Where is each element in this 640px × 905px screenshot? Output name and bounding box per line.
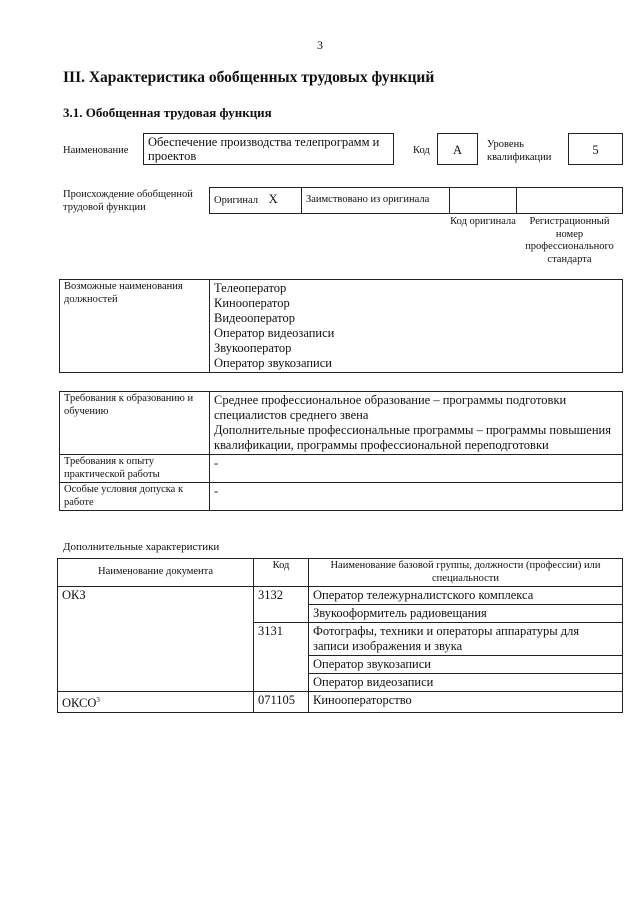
reg-caption: Регистрационный номер профессионального стандарта [525,216,614,265]
original-mark: X [268,192,278,207]
okso-name: Кинооператорство [309,692,623,713]
level-value-box [568,133,623,165]
req-line: Среднее профессиональное образование – программы подготовки специалистов среднего звена [214,393,567,422]
name-label: Наименование [63,145,129,156]
origin-table [209,187,623,214]
req-education-value [210,392,623,455]
req-experience-value: - [210,455,623,483]
okso-label: ОКСО [62,696,97,711]
code-value-box [437,133,478,165]
section-title: III. Характеристика обобщенных трудовых функций [63,69,435,86]
origin-reg-cell [517,188,623,214]
okz-name: Оператор тележурналистского комплекса [309,587,623,605]
positions-list [210,280,623,373]
origin-code-cell [450,188,517,214]
level-label: Уровень квалификации [487,139,552,163]
additional-table [57,558,623,713]
position-item: Кинооператор [214,296,290,310]
okz-doc: ОКЗ [58,587,254,692]
positions-table [59,279,623,373]
position-item: Оператор видеозаписи [214,326,335,340]
okz-code-3131: 3131 [254,623,309,692]
position-item: Звукооператор [214,341,292,355]
code-caption: Код оригинала [450,216,516,227]
code-value: А [452,143,463,157]
okz-code-3132: 3132 [254,587,309,623]
okso-footnote-mark: 3 [96,696,100,704]
code-label: Код [413,145,430,156]
req-education-label: Требования к образованию и обучению [60,392,210,455]
req-conditions-value: - [210,483,623,511]
okz-name: Фотографы, техники и операторы аппаратуры для записи изображения и звука [309,623,623,656]
origin-original-cell [210,188,302,214]
col-code-header: Код [254,559,309,587]
okso-doc [58,692,254,713]
okz-name: Оператор звукозаписи [309,656,623,674]
req-conditions-label: Особые условия допуска к работе [60,483,210,511]
col-name-header: Наименование базовой группы, должности (профессии) или специальности [309,559,623,587]
borrowed-label: Заимствовано из оригинала [302,188,450,214]
requirements-table [59,391,623,511]
okz-name: Звукооформитель радиовещания [309,605,623,623]
page-number: 3 [317,38,323,52]
req-line: Дополнительные профессиональные программы – программы повышения квалификации, программы профессиональной переподготовки [214,423,611,452]
original-label: Оригинал [214,195,258,207]
positions-label: Возможные наименования должностей [60,280,210,373]
additional-title: Дополнительные характеристики [63,541,220,553]
okz-name: Оператор видеозаписи [309,674,623,692]
level-value: 5 [592,143,599,157]
position-item: Видеооператор [214,311,295,325]
req-experience-label: Требования к опыту практической работы [60,455,210,483]
position-item: Оператор звукозаписи [214,356,332,370]
name-value: Обеспечение производства телепрограмм и проектов [148,135,380,163]
position-item: Телеоператор [214,281,287,295]
origin-label: Происхождение обобщенной трудовой функции [63,189,193,213]
okso-code: 071105 [254,692,309,713]
name-value-box [143,133,394,165]
subsection-title: 3.1. Обобщенная трудовая функция [63,105,272,120]
col-doc-header: Наименование документа [58,559,254,587]
